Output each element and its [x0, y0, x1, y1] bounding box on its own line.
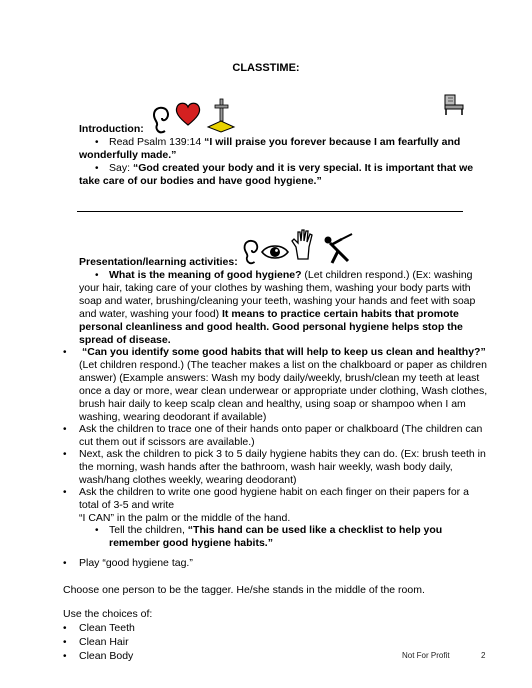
- q4-line-1: Next, ask the children to pick 3 to 5 daily hygiene habits they can do. (Ex: brush teeth in: [79, 448, 486, 460]
- bullet: •: [63, 487, 67, 498]
- choice-item: Clean Body: [79, 650, 134, 662]
- footer-note: Not For Profit: [402, 651, 450, 660]
- q5-line-3: “I CAN” in the palm or the middle of the hand.: [79, 512, 291, 524]
- q1-line-6: spread of disease.: [79, 334, 171, 346]
- q4-line-2: the morning, wash hands after the bathroom, wash hair weekly, wash body daily,: [79, 461, 453, 473]
- q3-line-1: Ask the children to trace one of their hands onto paper or chalkboard (The children can: [79, 423, 483, 435]
- ear-icon: [149, 105, 171, 135]
- bullet: •: [63, 424, 67, 435]
- introduction-label: Introduction:: [79, 123, 144, 135]
- q2-line-2: (Let children respond.) (The teacher makes a list on the chalkboard or paper as children: [79, 359, 487, 371]
- q3-line-2: cut them out if scissors are available.): [79, 436, 255, 448]
- presentation-label: Presentation/learning activities:: [79, 256, 238, 268]
- bullet: •: [95, 525, 99, 536]
- tell-line-1: Tell the children, “This hand can be used like a checklist to help you: [109, 524, 443, 536]
- choice-item: Clean Hair: [79, 636, 129, 648]
- q2-line-6: washing, wearing deodorant if available): [79, 411, 267, 423]
- bullet: •: [95, 270, 99, 281]
- q1-line-2: your hair, taking care of your clothes by washing them, washing your body parts with: [79, 282, 471, 294]
- q1-line-5: personal cleanliness and good health. Good personal hygiene helps stop the: [79, 321, 463, 333]
- q4-line-3: wash/hang clothes weekly, wearing deodorant): [79, 474, 297, 486]
- play-line: Play “good hygiene tag.”: [79, 557, 193, 569]
- ear-icon: [240, 237, 260, 267]
- choices-label: Use the choices of:: [63, 608, 153, 620]
- q5-line-2: total of 3-5 and write: [79, 499, 175, 511]
- read-line-1: Read Psalm 139:14 “I will praise you forever because I am fearfully and: [109, 136, 461, 148]
- bullet: •: [63, 347, 67, 358]
- cross-bible-icon: [205, 97, 237, 133]
- q2-line-5: brush hair daily to keep scalp clean and healthy, using soap or shampoo when I am: [79, 398, 466, 410]
- q1-line-4: and water, washing your food) It means to practice certain habits that promote: [79, 308, 459, 320]
- q2-line-3: answer) (Example answers: Wash my body daily/weekly, brush/clean my teeth at least: [79, 372, 480, 384]
- q2-line-4: once a day or more, wear clean underwear or appropriate under clothing, Wash clothes,: [79, 385, 488, 397]
- page-number: 2: [481, 651, 486, 660]
- bullet: •: [63, 623, 67, 634]
- heart-icon: [174, 101, 202, 127]
- eye-icon: [260, 242, 290, 262]
- bullet: •: [95, 137, 99, 148]
- person-stretching-icon: [318, 233, 356, 265]
- bullet: •: [95, 163, 99, 174]
- q2-line-1: “Can you identify some good habits that will help to keep us clean and healthy?”: [82, 346, 486, 358]
- bullet: •: [63, 637, 67, 648]
- read-line-2: wonderfully made.”: [79, 149, 177, 161]
- say-line-1: Say: “God created your body and it is very special. It is important that we: [109, 162, 474, 174]
- bullet: •: [63, 651, 67, 662]
- q1-line-1: What is the meaning of good hygiene? (Let children respond.) (Ex: washing: [109, 269, 473, 281]
- chair-icon: [442, 92, 466, 116]
- q5-line-1: Ask the children to write one good hygiene habit on each finger on their papers for a: [79, 486, 469, 498]
- say-line-2: take care of our bodies and have good hygiene.”: [79, 175, 322, 187]
- choice-item: Clean Teeth: [79, 622, 135, 634]
- bullet: •: [63, 449, 67, 460]
- divider: [77, 211, 463, 212]
- tell-line-2: remember good hygiene habits.”: [109, 537, 273, 549]
- bullet: •: [63, 558, 67, 569]
- tagger-line: Choose one person to be the tagger. He/she stands in the middle of the room.: [63, 584, 425, 596]
- hand-icon: [290, 229, 316, 261]
- q1-line-3: soap and water, brushing/cleaning your teeth, washing your hands and feet with soap: [79, 295, 476, 307]
- page-title: CLASSTIME:: [232, 62, 300, 74]
